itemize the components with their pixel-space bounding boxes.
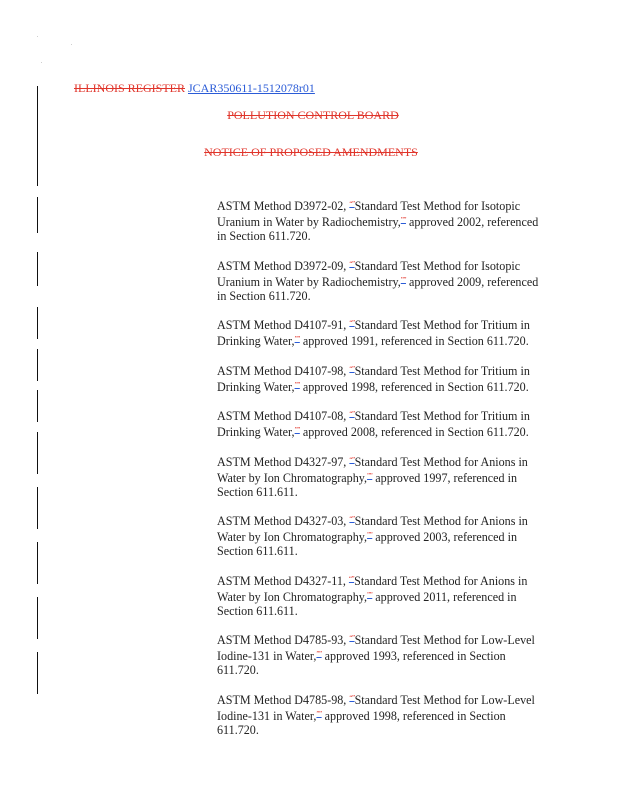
open-quote-mark: “” xyxy=(349,259,355,268)
open-quote-mark: “” xyxy=(349,515,355,523)
open-quote-mark: “” xyxy=(348,574,355,583)
reference-entry xyxy=(217,691,549,737)
notice-type: NOTICE OF PROPOSED AMENDMENTS xyxy=(204,145,418,159)
open-quote-mark: “” xyxy=(349,319,355,327)
reference-list xyxy=(217,197,549,750)
scan-speck xyxy=(71,44,72,45)
open-quote-mark: “” xyxy=(349,634,355,642)
method-id: ASTM Method D4327-97, xyxy=(217,454,350,469)
method-title: Standard Test Method for Isotopic Uranium in Water by Radiochemistry, xyxy=(217,199,521,229)
document-id: JCAR350611-1512078r01 xyxy=(188,81,315,95)
reference-entry xyxy=(217,197,549,243)
method-title: Standard Test Method for Tritium in Drinking Water, xyxy=(217,409,530,439)
notice-title xyxy=(0,145,622,160)
close-quote-mark: ”” xyxy=(316,650,322,658)
approval-reference: approved 1991, referenced in Section 611.720. xyxy=(299,334,529,348)
method-id: ASTM Method D3972-09, xyxy=(217,258,350,273)
method-id: ASTM Method D4785-93, xyxy=(217,633,350,647)
method-id: ASTM Method D4107-91, xyxy=(217,318,350,332)
reference-entry xyxy=(217,362,549,394)
approval-reference: approved 1998, referenced in Section 611.720. xyxy=(299,379,529,394)
revision-bar xyxy=(37,86,38,186)
approval-reference: approved 2009, referenced in Section 611.720. xyxy=(217,274,539,303)
agency-name: POLLUTION CONTROL BOARD xyxy=(227,108,399,122)
revision-bar xyxy=(37,597,38,639)
method-id: ASTM Method D4327-03, xyxy=(217,514,350,528)
approval-reference: approved 1993, referenced in Section 611.720. xyxy=(217,649,506,677)
close-quote-mark: ”” xyxy=(316,709,322,718)
reference-entry xyxy=(217,512,549,558)
revision-bar xyxy=(37,432,38,474)
reference-entry xyxy=(217,453,549,499)
open-quote-mark: “” xyxy=(349,455,355,464)
approval-reference: approved 2003, referenced in Section 611.611. xyxy=(217,530,517,558)
revision-bar xyxy=(37,197,38,233)
scan-speck xyxy=(37,36,38,37)
revision-bar xyxy=(37,542,38,584)
reference-entry xyxy=(217,631,549,677)
close-quote-mark: ”” xyxy=(400,275,406,284)
revision-bar xyxy=(37,349,38,381)
reference-entry xyxy=(217,257,549,303)
approval-reference: approved 2008, referenced in Section 611.720. xyxy=(299,425,529,439)
reference-entry xyxy=(217,572,549,618)
register-header xyxy=(74,81,315,96)
method-id: ASTM Method D4107-98, xyxy=(217,363,350,378)
close-quote-mark: ”” xyxy=(367,531,373,539)
approval-reference: approved 1998, referenced in Section 611.720. xyxy=(217,708,506,737)
scan-speck xyxy=(41,62,42,63)
revision-bar xyxy=(37,390,38,422)
approval-reference: approved 2011, referenced in Section 611.611. xyxy=(217,589,517,618)
method-title: Standard Test Method for Isotopic Uranium in Water by Radiochemistry, xyxy=(217,258,521,289)
close-quote-mark: ”” xyxy=(294,380,300,389)
method-id: ASTM Method D4327-11, xyxy=(217,573,349,588)
method-title: Standard Test Method for Tritium in Drinking Water, xyxy=(217,318,530,348)
close-quote-mark: ”” xyxy=(367,590,373,599)
close-quote-mark: ”” xyxy=(294,426,300,434)
revision-bar xyxy=(37,487,38,529)
method-title: Standard Test Method for Low-Level Iodine-131 in Water, xyxy=(217,692,535,723)
agency-title xyxy=(0,108,622,123)
method-id: ASTM Method D4107-08, xyxy=(217,409,350,423)
open-quote-mark: “” xyxy=(349,410,355,418)
method-title: Standard Test Method for Anions in Water by Ion Chromatography, xyxy=(217,573,528,604)
method-title: Standard Test Method for Anions in Water by Ion Chromatography, xyxy=(217,514,528,544)
revision-bar xyxy=(37,652,38,694)
open-quote-mark: “” xyxy=(349,200,355,208)
close-quote-mark: ”” xyxy=(367,471,373,480)
register-label: ILLINOIS REGISTER xyxy=(74,81,185,95)
reference-entry xyxy=(217,316,549,348)
open-quote-mark: “” xyxy=(349,693,355,702)
revision-bar xyxy=(37,307,38,339)
approval-reference: approved 2002, referenced in Section 611.720. xyxy=(217,215,539,243)
close-quote-mark: ”” xyxy=(294,335,300,343)
open-quote-mark: “” xyxy=(349,364,355,373)
revision-bar xyxy=(37,252,38,286)
reference-entry xyxy=(217,407,549,439)
method-title: Standard Test Method for Anions in Water by Ion Chromatography, xyxy=(217,454,528,485)
close-quote-mark: ”” xyxy=(400,216,406,224)
method-id: ASTM Method D3972-02, xyxy=(217,199,350,213)
approval-reference: approved 1997, referenced in Section 611.611. xyxy=(217,470,517,499)
method-title: Standard Test Method for Low-Level Iodine-131 in Water, xyxy=(217,633,535,663)
method-title: Standard Test Method for Tritium in Drinking Water, xyxy=(217,363,530,394)
method-id: ASTM Method D4785-98, xyxy=(217,692,350,707)
